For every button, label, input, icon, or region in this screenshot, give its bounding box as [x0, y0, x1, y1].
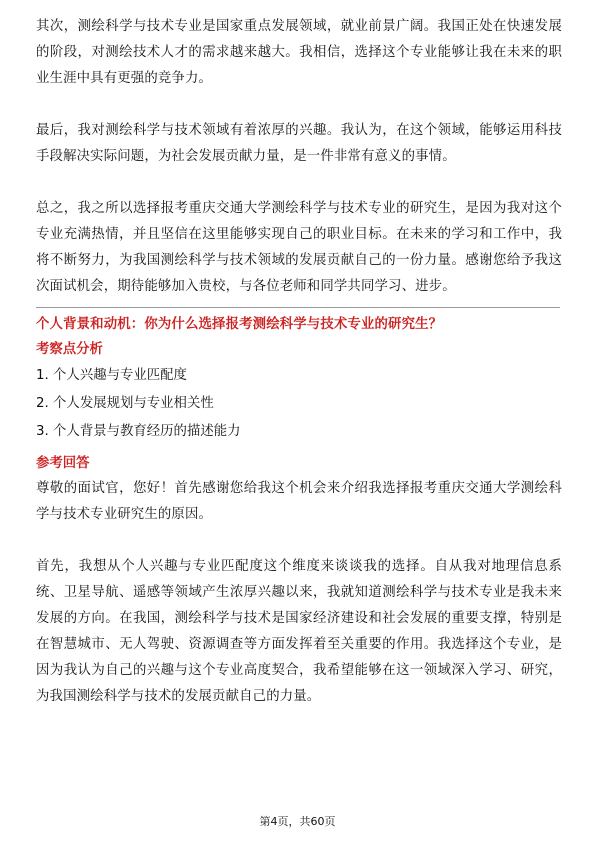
answer-paragraph-greeting: 尊敬的面试官，您好！首先感谢您给我这个机会来介绍我选择报考重庆交通大学测绘科学与技术专业研究生的原因。: [36, 481, 562, 522]
answer-heading: 参考回答: [36, 456, 90, 471]
analysis-list: [36, 362, 562, 446]
analysis-heading: 考察点分析: [36, 342, 103, 357]
question-title: 个人背景和动机：你为什么选择报考测绘科学与技术专业的研究生？: [36, 317, 443, 332]
paragraph-final-reason: 最后，我对测绘科学与技术领域有着浓厚的兴趣。我认为，在这个领域，能够运用科技手段解决实际问题，为社会发展贡献力量，是一件非常有意义的事情。: [36, 123, 562, 164]
paragraph-second-reason: 其次，测绘科学与技术专业是国家重点发展领域，就业前景广阔。我国正处在快速发展的阶段，对测绘技术人才的需求越来越大。我相信，选择这个专业能够让我在未来的职业生涯中具有更强的竞争力。: [36, 19, 562, 86]
paragraph-gap: [36, 92, 562, 118]
answer-paragraph-interest: 首先，我想从个人兴趣与专业匹配度这个维度来谈谈我的选择。自从我对地理信息系统、卫星导航、遥感等领域产生浓厚兴趣以来，我就知道测绘科学与技术专业是我未来发展的方向。在我国，测绘科学与技术是国家经济建设和社会发展的重要支撑，特别是在智慧城市、无人驾驶、资源调查等方面发挥着至关重要的作用。我选择这个专业，是因为我认为自己的兴趣与这个专业高度契合，我希望能够在这一领域深入学习、研究，为我国测绘科学与技术的发展贡献自己的力量。: [36, 559, 562, 704]
page-content: [36, 14, 562, 710]
list-item: 1. 个人兴趣与专业匹配度: [36, 368, 187, 383]
paragraph-gap: [36, 528, 562, 554]
paragraph-conclusion: 总之，我之所以选择报考重庆交通大学测绘科学与技术专业的研究生，是因为我对这个专业充满热情，并且坚信在这里能够实现自己的职业目标。在未来的学习和工作中，我将不断努力，为我国测绘科学与技术领域的发展贡献自己的一份力量。感谢您给予我这次面试机会，期待能够加入贵校，与各位老师和同学共同学习、进步。: [36, 201, 562, 294]
list-item: 2. 个人发展规划与专业相关性: [36, 396, 214, 411]
paragraph-gap: [36, 170, 562, 196]
page-footer: 第4页，共60页: [259, 815, 336, 828]
section-divider: [36, 307, 560, 308]
list-item: 3. 个人背景与教育经历的描述能力: [36, 424, 241, 439]
